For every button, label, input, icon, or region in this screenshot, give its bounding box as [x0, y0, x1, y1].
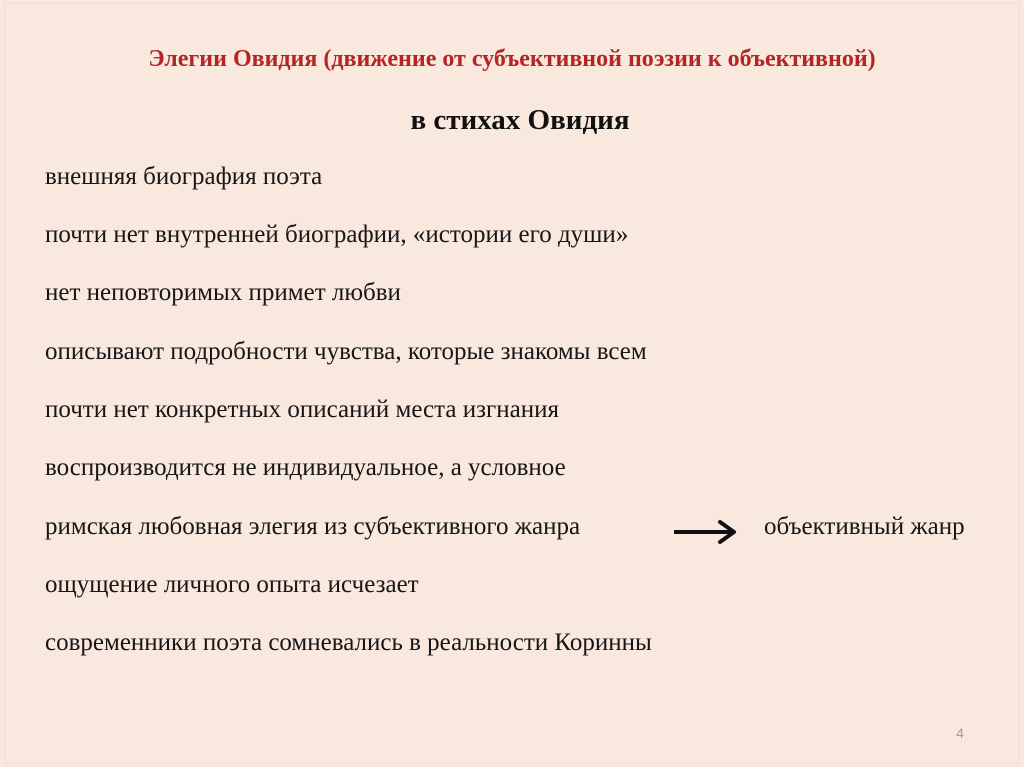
bullet-line-1: внешняя биография поэта — [45, 163, 323, 190]
right-arrow-icon — [674, 518, 742, 544]
bullet-line-4: описывают подробности чувства, которые знакомы всем — [45, 338, 647, 365]
bullet-line-8: ощущение личного опыта исчезает — [45, 571, 419, 598]
bullet-line-5: почти нет конкретных описаний места изгнания — [45, 396, 559, 423]
bullet-line-2: почти нет внутренней биографии, «истории его души» — [45, 221, 629, 248]
bullet-line-7: римская любовная элегия из субъективного жанра — [45, 513, 581, 540]
bullet-line-3: нет неповторимых примет любви — [45, 279, 401, 306]
slide-title: Элегии Овидия (движение от субъективной поэзии к объективной) — [148, 46, 876, 72]
slide-subtitle: в стихах Овидия — [410, 104, 630, 136]
page-number: 4 — [956, 725, 964, 741]
objective-genre-label: объективный жанр — [764, 513, 965, 540]
bullet-line-6: воспроизводится не индивидуальное, а условное — [45, 454, 566, 481]
bullet-line-9: современники поэта сомневались в реальности Коринны — [45, 629, 652, 656]
